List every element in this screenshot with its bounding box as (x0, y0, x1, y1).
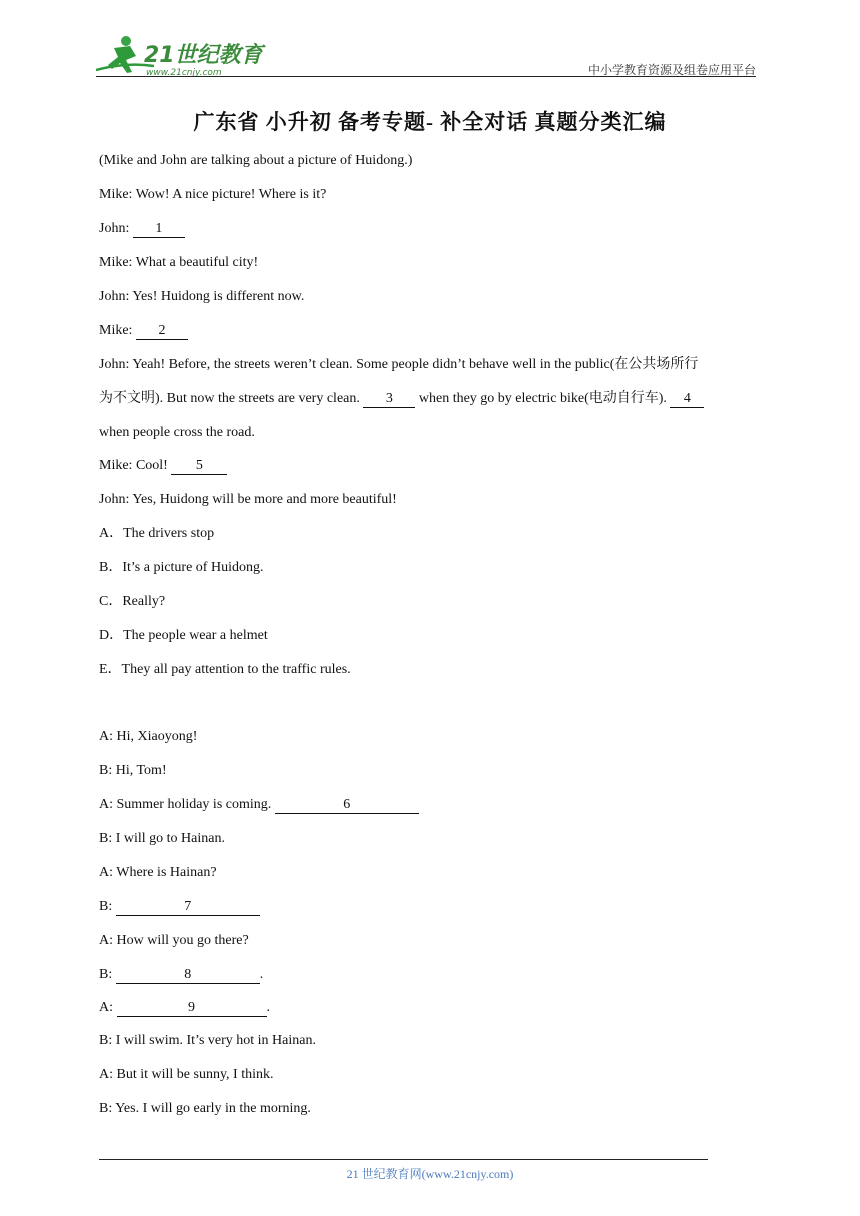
option-e: E．They all pay attention to the traffic rules. (99, 662, 351, 677)
speaker-label: John: (99, 221, 133, 236)
dialog-text: A: Summer holiday is coming. (99, 797, 275, 812)
blank-8: 8 (116, 967, 260, 984)
dialog-line: John: Yeah! Before, the streets weren’t clean. Some people didn’t behave well in the public(在公共场所行 (99, 357, 699, 372)
blank-7: 7 (116, 899, 260, 916)
blank-5: 5 (171, 458, 227, 475)
option-c: C．Really? (99, 594, 166, 609)
dialog-line: Mike: What a beautiful city! (99, 255, 259, 270)
dialog-line (99, 322, 188, 340)
dialog-text: when they go by electric bike(电动自行车). (415, 391, 671, 406)
punctuation: . (266, 1000, 270, 1015)
header-platform-text: 中小学教育资源及组卷应用平台 (587, 63, 756, 77)
dialog-line: when people cross the road. (99, 425, 255, 440)
dialog-line: A: Where is Hainan? (99, 865, 217, 880)
page-header (96, 32, 756, 78)
dialog-line (99, 457, 227, 475)
dialog-line: B: I will swim. It’s very hot in Hainan. (99, 1033, 316, 1048)
dialog-line (99, 390, 704, 408)
dialog-line (99, 796, 419, 814)
passage1-intro: (Mike and John are talking about a picture of Huidong.) (99, 153, 413, 168)
speaker-label: A: (99, 1000, 117, 1015)
punctuation: . (259, 967, 264, 982)
dialog-line: A: How will you go there? (99, 933, 249, 948)
blank-3: 3 (363, 391, 415, 408)
blank-2: 2 (136, 323, 188, 340)
speaker-label: Mike: (99, 323, 136, 338)
svg-text:www.21cnjy.com: www.21cnjy.com (146, 68, 222, 78)
dialog-line: B: Yes. I will go early in the morning. (99, 1101, 311, 1116)
dialog-line: John: Yes! Huidong is different now. (99, 289, 305, 304)
dialog-line (99, 966, 263, 984)
logo-21cnjy (96, 32, 266, 78)
blank-9: 9 (117, 1000, 267, 1017)
dialog-line: A: But it will be sunny, I think. (99, 1067, 274, 1082)
footer-divider (99, 1159, 708, 1160)
svg-text:21世纪教育: 21世纪教育 (144, 43, 263, 68)
blank-4: 4 (670, 391, 704, 408)
dialog-line: Mike: Wow! A nice picture! Where is it? (99, 187, 327, 202)
footer-link[interactable]: 21 世纪教育网(www.21cnjy.com) (346, 1167, 514, 1181)
blank-6: 6 (275, 797, 419, 814)
speaker-label: B: (99, 967, 116, 982)
dialog-line (99, 220, 185, 238)
option-a: A．The drivers stop (99, 526, 215, 541)
option-d: D．The people wear a helmet (99, 628, 268, 643)
dialog-line (99, 898, 260, 916)
blank-1: 1 (133, 221, 185, 238)
header-divider (96, 76, 756, 77)
option-b: B．It’s a picture of Huidong. (99, 560, 264, 575)
dialog-line: A: Hi, Xiaoyong! (99, 729, 198, 744)
dialog-line: John: Yes, Huidong will be more and more beautiful! (99, 492, 397, 507)
speaker-label: B: (99, 899, 116, 914)
speaker-label: Mike: Cool! (99, 458, 172, 473)
dialog-line: B: Hi, Tom! (99, 763, 167, 778)
dialog-text: 为不文明). But now the streets are very clean. (99, 391, 364, 406)
page-title: 广东省 小升初 备考专题- 补全对话 真题分类汇编 (193, 110, 667, 134)
dialog-line (99, 999, 270, 1017)
dialog-line: B: I will go to Hainan. (99, 831, 225, 846)
